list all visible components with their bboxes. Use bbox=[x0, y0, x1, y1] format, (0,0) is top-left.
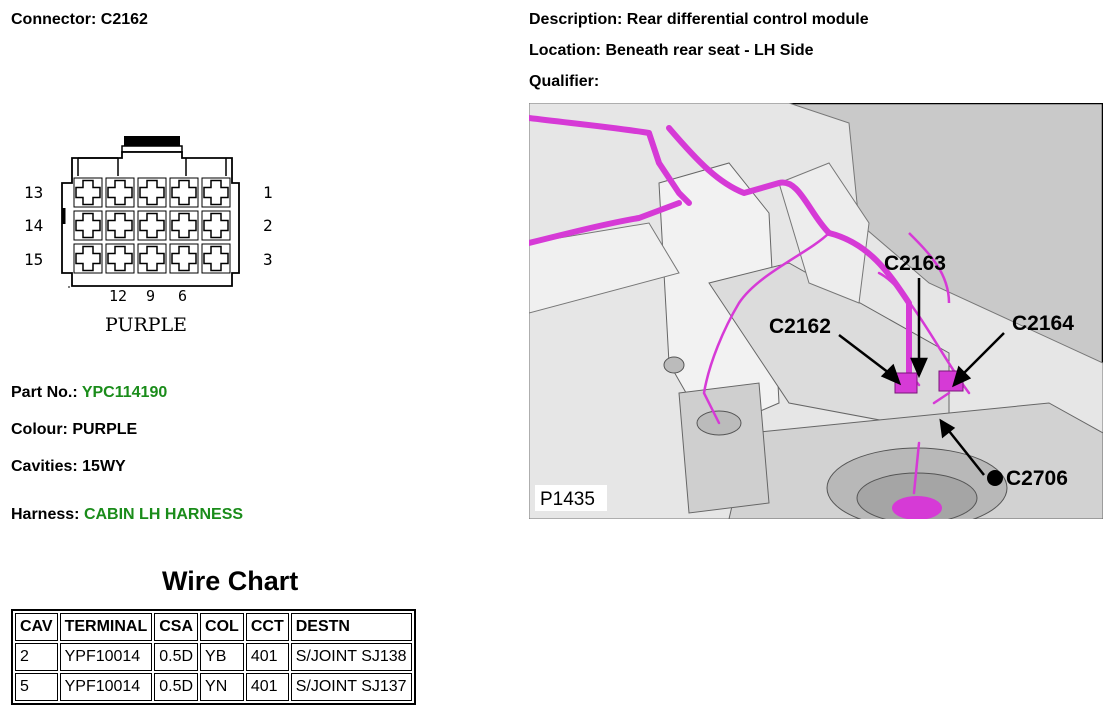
table-cell: 5 bbox=[15, 673, 58, 701]
table-cell: YB bbox=[200, 643, 244, 671]
connector-face-diagram bbox=[14, 128, 304, 343]
table-cell: S/JOINT SJ137 bbox=[291, 673, 412, 701]
colour-label: Colour: bbox=[11, 421, 68, 438]
table-cell: 401 bbox=[246, 673, 289, 701]
connector-location-image bbox=[529, 103, 1103, 519]
pin-label-2: 2 bbox=[263, 216, 273, 235]
connector-colour-text: PURPLE bbox=[105, 314, 188, 336]
column-header: CCT bbox=[246, 613, 289, 641]
location-value: Beneath rear seat - LH Side bbox=[605, 42, 814, 59]
part-number-row bbox=[11, 384, 167, 402]
pin-label-9: 9 bbox=[146, 287, 156, 305]
connector-label: Connector: bbox=[11, 11, 97, 28]
description-row bbox=[529, 11, 869, 29]
harness-label: Harness: bbox=[11, 506, 80, 523]
table-cell: YN bbox=[200, 673, 244, 701]
pin-label-14: 14 bbox=[24, 216, 44, 235]
part-number-label: Part No.: bbox=[11, 384, 78, 401]
table-cell: S/JOINT SJ138 bbox=[291, 643, 412, 671]
cavity-grid bbox=[74, 178, 230, 273]
callout-c2706: C2706 bbox=[1006, 467, 1068, 490]
pin-label-6: 6 bbox=[178, 287, 188, 305]
cavities-row bbox=[11, 458, 126, 476]
column-header: CSA bbox=[154, 613, 198, 641]
table-cell: YPF10014 bbox=[60, 673, 153, 701]
pin-label-1: 1 bbox=[263, 183, 273, 202]
colour-value: PURPLE bbox=[72, 421, 138, 438]
colour-row bbox=[11, 421, 137, 439]
callout-c2163: C2163 bbox=[884, 252, 946, 275]
harness-row bbox=[11, 506, 243, 524]
table-header-row bbox=[15, 613, 412, 641]
description-value: Rear differential control module bbox=[626, 11, 869, 28]
table-cell: 2 bbox=[15, 643, 58, 671]
qualifier-row bbox=[529, 73, 599, 91]
column-header: COL bbox=[200, 613, 244, 641]
table-row bbox=[15, 643, 412, 671]
connector-heading bbox=[11, 11, 148, 29]
wire-chart-table bbox=[11, 609, 416, 705]
pin-label-3: 3 bbox=[263, 250, 273, 269]
column-header: CAV bbox=[15, 613, 58, 641]
table-cell: 401 bbox=[246, 643, 289, 671]
callout-c2164: C2164 bbox=[1012, 312, 1074, 335]
harness-link[interactable]: CABIN LH HARNESS bbox=[83, 506, 244, 523]
table-cell: YPF10014 bbox=[60, 643, 153, 671]
cavities-value: 15WY bbox=[82, 458, 126, 475]
description-label: Description: bbox=[529, 11, 623, 28]
table-cell: 0.5D bbox=[154, 643, 198, 671]
callout-c2162: C2162 bbox=[769, 315, 831, 338]
column-header: TERMINAL bbox=[60, 613, 153, 641]
image-reference-code: P1435 bbox=[540, 489, 595, 510]
location-label: Location: bbox=[529, 42, 601, 59]
qualifier-label: Qualifier: bbox=[529, 73, 600, 90]
pin-label-15: 15 bbox=[24, 250, 44, 269]
column-header: DESTN bbox=[291, 613, 412, 641]
table-row bbox=[15, 673, 412, 701]
part-number-link[interactable]: YPC114190 bbox=[81, 384, 168, 401]
cavities-label: Cavities: bbox=[11, 458, 78, 475]
table-cell: 0.5D bbox=[154, 673, 198, 701]
location-row bbox=[529, 42, 814, 60]
pin-label-13: 13 bbox=[24, 183, 44, 202]
pin-label-12: 12 bbox=[109, 287, 128, 305]
connector-id: C2162 bbox=[100, 11, 148, 28]
wire-chart-title: Wire Chart bbox=[162, 566, 299, 596]
